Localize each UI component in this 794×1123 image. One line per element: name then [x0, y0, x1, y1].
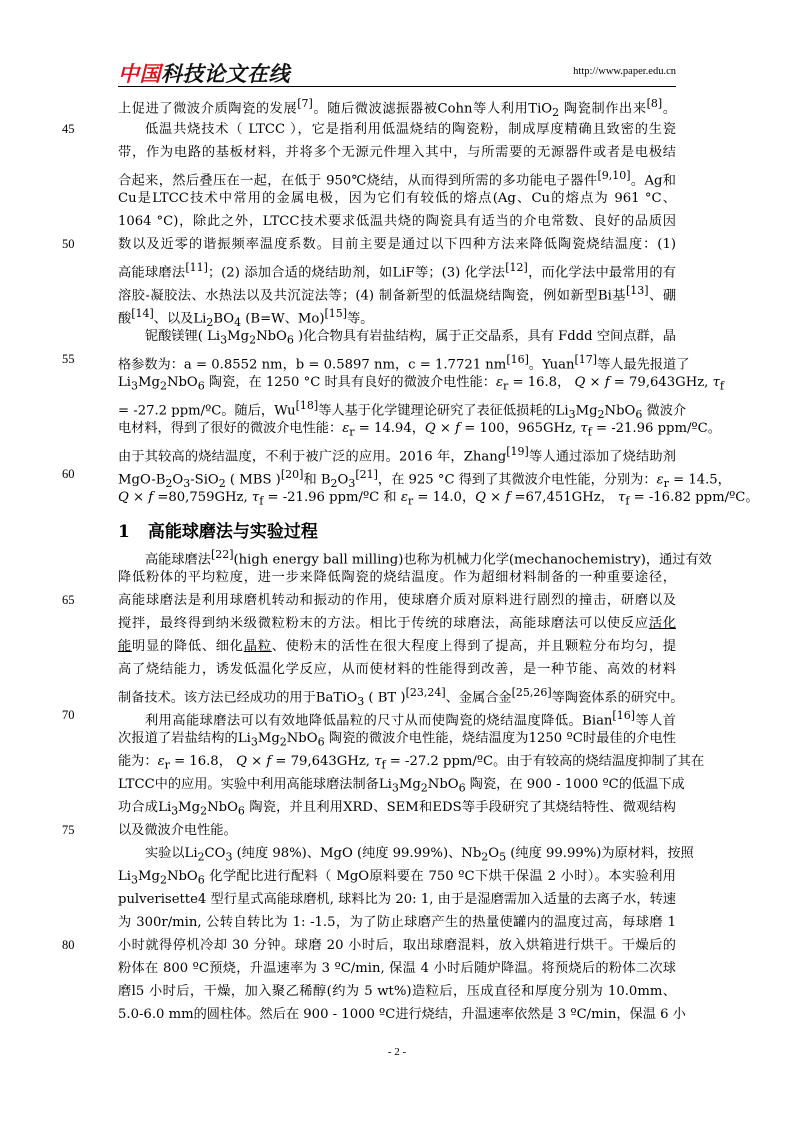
- text-line: 1064 °C)，除此之外，LTCC技术要求低温共烧的陶瓷具有适当的介电常数、良好的品质因: [118, 214, 676, 229]
- page-header: [118, 56, 676, 87]
- text-line: 次报道了岩盐结构的$Li_3Mg_2NbO_6$ 陶瓷的微波介电性能，烧结温度为1250 ºC时最佳的介电性: [118, 731, 676, 749]
- text-line: MgO-$B_2O_3-SiO_2$ ( MBS )[20]和 $B_2O_3[21]$，在 925 °C 得到了其微波介电性能，分别为：$\varepsilon_r = 14.5$，: [118, 468, 731, 491]
- text-line: 5.0-6.0 mm的圆柱体。然后在 900 - 1000 ºC进行烧结，升温速率依然是 3 ºC/min，保温 6 小: [118, 1007, 686, 1022]
- line-number: 45: [62, 122, 75, 136]
- text-line: $Li_3Mg_2NbO_6$ 化学配比进行配料（ MgO原料要在 750 ºC下烘干保温 2 小时）。本实验利用: [118, 869, 676, 887]
- text-line: 利用高能球磨法可以有效地降低晶粒的尺寸从而使陶瓷的烧结温度降低。Bian[16]等人首: [145, 709, 676, 729]
- section-number: 1: [118, 522, 130, 542]
- text-line: 磨l5 小时后，干燥，加入聚乙稀醇(约为 5 wt%)造粒后，压成直径和厚度分别为 10.0mm、: [118, 984, 676, 999]
- text-line: = -27.2 ppm/ºC。随后，Wu[18]等人基于化学键理论研究了表征低损耗的$Li_3Mg_2NbO_6$ 微波介: [118, 399, 687, 422]
- text-line: 数以及近零的谐振频率温度系数。目前主要是通过以下四种方法来降低陶瓷烧结温度：(1): [118, 237, 676, 252]
- text-line: 铌酸镁锂( $Li_3Mg_2NbO_6$ )化合物具有岩盐结构，属于正交晶系，具有 Fddd 空间点群，晶: [145, 329, 676, 347]
- text-line: Q × f =80,759GHz, $\tau_f = -21.96$ ppm/ºC 和 $\varepsilon_r = 14.0$，Q × f =67,451GHz， $\tau_f = -16.82$ ppm/ºC。: [118, 490, 759, 508]
- text-line: 高能球磨法[22](high energy ball milling)也称为机械力化学(mechanochemistry)，通过有效: [145, 548, 712, 568]
- text-line: 格参数为：a = 0.8552 nm，b = 0.5897 nm，c = 1.7721 nm[16]。Yuan[17]等人最先报道了: [118, 353, 690, 373]
- section-heading: [118, 517, 318, 542]
- text-line: 能明显的降低、细化晶粒、使粉末的活性在很大程度上得到了提高，并且颗粒分布均匀，提: [118, 639, 677, 654]
- text-line: 上促进了微波介质陶瓷的发展[7]。随后微波滤振器被Cohn等人利用TiO$_2$ 陶瓷制作出来[8]。: [118, 97, 677, 120]
- header-url: http://www.paper.edu.cn: [573, 66, 676, 77]
- line-number: 75: [62, 823, 75, 837]
- text-line: 粉体在 800 ºC预烧，升温速率为 3 ºC/min, 保温 4 小时后随炉降温。将预烧后的粉体二次球: [118, 961, 676, 976]
- text-line: 由于其较高的烧结温度，不利于被广泛的应用。2016 年，Zhang[19]等人通过添加了烧结助剂: [118, 445, 676, 465]
- text-line: 实验以$Li_2CO_3$ (纯度 98%)、MgO (纯度 99.99%)、$Nb_2O_5$ (纯度 99.99%)为原材料，按照: [145, 846, 694, 864]
- text-line: 为 300r/min, 公转自转比为 1: -1.5，为了防止球磨产生的热量使罐内的温度过高，每球磨 1: [118, 915, 676, 930]
- text-line: 高能球磨法[11]；(2) 添加合适的烧结助剂，如LiF等；(3) 化学法[12]，而化学法中最常用的有: [118, 261, 676, 281]
- text-line: 电材料，得到了很好的微波介电性能：$\varepsilon_r = 14.94$，Q × f = 100，965GHz, $\tau_f = -21.96$ ppm/ºC。: [118, 421, 721, 439]
- line-number: 70: [62, 708, 75, 722]
- text-line: $Li_3Mg_2NbO_6$ 陶瓷，在 1250 °C 时具有良好的微波介电性能：$\varepsilon_r = 16.8$， Q × f = 79,643GHz, $\tau_f$: [118, 375, 724, 393]
- text-line: 高能球磨法是利用球磨机转动和振动的作用，使球磨介质对原料进行剧烈的撞击，研磨以及: [118, 593, 676, 608]
- text-line: 溶胶-凝胶法、水热法以及共沉淀法等；(4) 制备新型的低温烧结陶瓷，例如新型Bi基[13]、硼: [118, 284, 677, 304]
- text-line: 以及微波介电性能。: [118, 823, 237, 838]
- logo-red-part: 中国: [118, 62, 161, 86]
- text-line: 低温共烧技术（ LTCC ），它是指利用低温烧结的陶瓷粉，制成厚度精确且致密的生瓷: [145, 122, 676, 137]
- text-line: 制备技术。该方法已经成功的用于BaTiO$_3$ ( BT )[23,24]、金属合金[25,26]等陶瓷体系的研究中。: [118, 686, 684, 709]
- logo-text: 科技论文在线: [161, 62, 290, 86]
- site-logo: [118, 58, 290, 88]
- text-line: pulverisette4 型行星式高能球磨机, 球料比为 20: 1, 由于是湿磨需加入适量的去离子水，转速: [118, 892, 676, 907]
- line-number: 60: [62, 467, 75, 481]
- line-number: 55: [62, 352, 75, 366]
- text-line: 带，作为电路的基板材料，并将多个无源元件埋入其中，与所需要的无源器件或者是电极结: [118, 145, 676, 160]
- line-number: 50: [62, 237, 75, 251]
- text-line: 合起来，然后叠压在一起，在低于 950℃烧结，从而得到所需的多功能电子器件[9,10]。Ag和: [118, 169, 676, 189]
- text-line: 酸[14]、以及$Li_2BO_4$ (B=W、Mo)[15]等。: [118, 307, 374, 330]
- text-line: 降低粉体的平均粒度，进一步来降低陶瓷的烧结温度。作为超细材料制备的一种重要途径，: [118, 570, 676, 585]
- section-title: 高能球磨法与实验过程: [147, 522, 318, 542]
- line-number: 80: [62, 938, 75, 952]
- text-line: Cu是LTCC技术中常用的金属电极，因为它们有较低的熔点(Ag、Cu的熔点为 961 °C、: [118, 191, 676, 206]
- text-line: 能为：$\varepsilon_r = 16.8$， Q × f = 79,643GHz, $\tau_f = -27.2$ ppm/ºC。由于有较高的烧结温度抑制了其在: [118, 754, 705, 772]
- text-line: 小时就得停机冷却 30 分钟。球磨 20 小时后，取出球磨混料，放入烘箱进行烘干。干燥后的: [118, 938, 676, 953]
- text-line: 搅拌，最终得到纳米级微粒粉末的方法。相比于传统的球磨法，高能球磨法可以使反应活化: [118, 616, 677, 631]
- text-line: 高了烧结能力，诱发低温化学反应，从而使材料的性能得到改善，是一种节能、高效的材料: [118, 662, 676, 677]
- line-number: 65: [62, 593, 75, 607]
- text-line: 功合成$Li_3Mg_2NbO_6$ 陶瓷，并且利用XRD、SEM和EDS等手段研究了其烧结特性、微观结构: [118, 800, 676, 818]
- text-line: LTCC中的应用。实验中利用高能球磨法制备$Li_3Mg_2NbO_6$ 陶瓷，在 900 - 1000 ºC的低温下成: [118, 777, 685, 795]
- page-number: - 2 -: [387, 1046, 407, 1058]
